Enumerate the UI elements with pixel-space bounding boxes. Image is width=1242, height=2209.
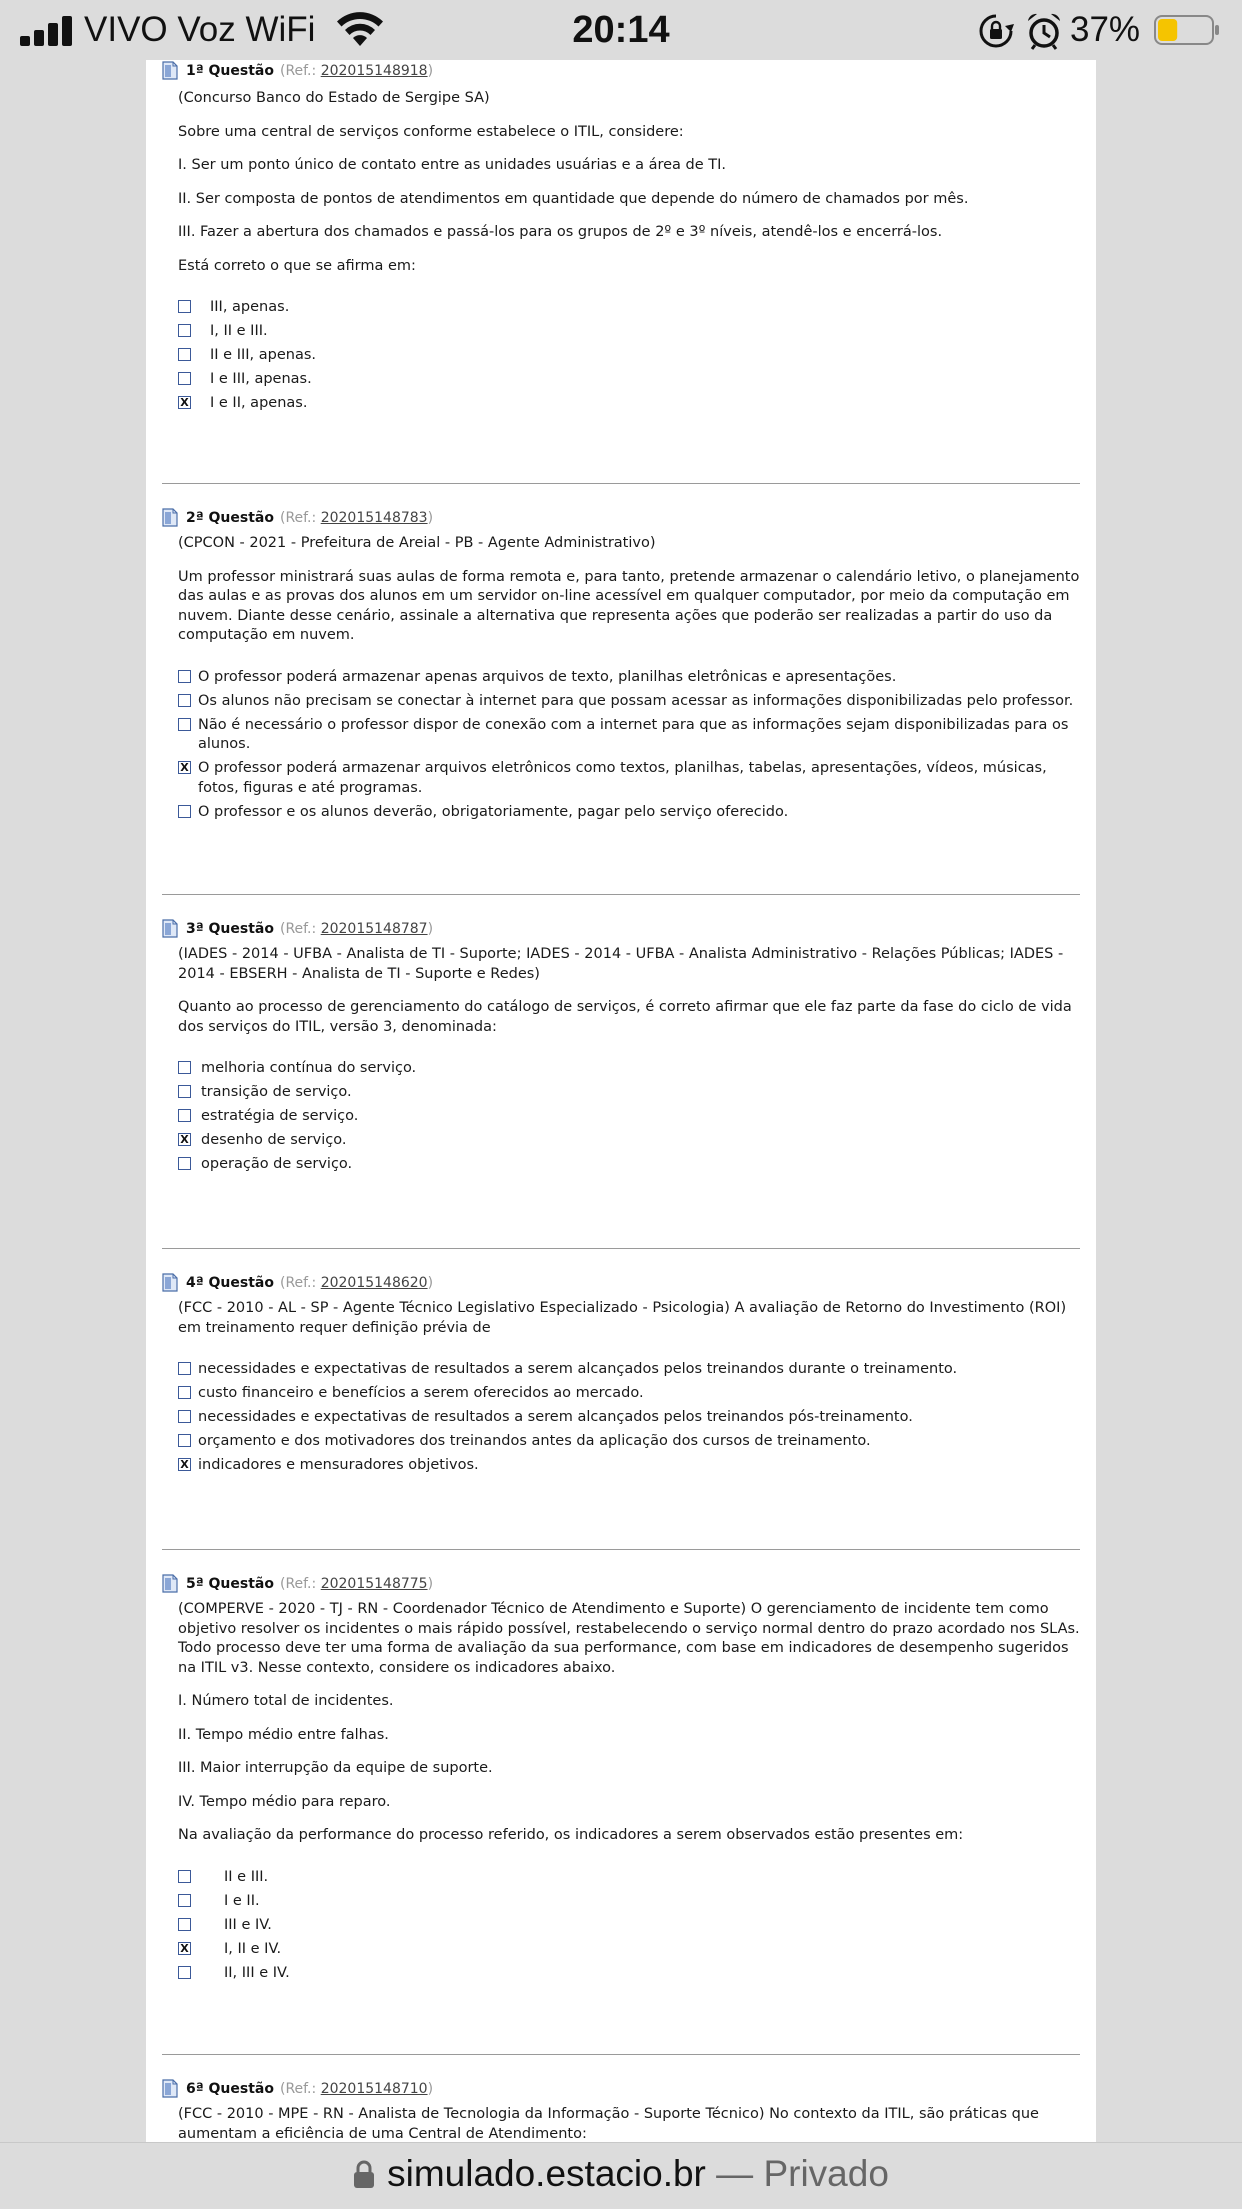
question-text: (COMPERVE - 2020 - TJ - RN - Coordenador Técnico de Atendimento e Suporte) O gerenciamento de incidente tem como objetivo resolver os incidentes o mais rápido possível, restabelecendo o serviço normal dentro do prazo acordado nos SLAs. Todo processo deve ter uma forma de avaliação da sua performance, com base em indicadores de desempenho sugeridos na ITIL v3. Nesse contexto, considere os indicadores abaixo. [178, 1601, 1080, 1676]
answer-option[interactable] [178, 1916, 1080, 1936]
option-label: desenho de serviço. [201, 1132, 347, 1148]
option-label: necessidades e expectativas de resultados a serem alcançados pelos treinandos durante o treinamento. [198, 1361, 958, 1377]
answer-option[interactable] [178, 803, 1080, 823]
question-text: Sobre uma central de serviços conforme estabelece o ITIL, considere: [178, 123, 684, 140]
answer-option[interactable] [178, 346, 1080, 366]
answer-option[interactable] [178, 1059, 1080, 1079]
ref-code[interactable]: 202015148787 [320, 921, 428, 937]
answer-option[interactable] [178, 1107, 1080, 1127]
answer-option[interactable] [178, 1360, 1080, 1380]
question-header: 3ª Questão (Ref.: 202015148787) [162, 918, 1080, 940]
checkbox[interactable] [178, 670, 191, 683]
answer-options [162, 298, 1080, 414]
option-label: indicadores e mensuradores objetivos. [198, 1457, 479, 1473]
checkbox[interactable]: X [178, 1942, 191, 1955]
question-number: 6ª Questão [186, 2081, 274, 2097]
document-icon [162, 61, 178, 80]
cellular-signal-icon [20, 14, 74, 46]
answer-option[interactable] [178, 1384, 1080, 1404]
question-text: II. Ser composta de pontos de atendimentos em quantidade que depende do número de chamados por mês. [178, 190, 969, 207]
document-icon [162, 1574, 178, 1593]
question-number: 1ª Questão [186, 63, 274, 79]
question-text: Na avaliação da performance do processo referido, os indicadores a serem observados estão presentes em: [178, 1827, 964, 1843]
checkbox[interactable] [178, 805, 191, 818]
question-text: (FCC - 2010 - MPE - RN - Analista de Tecnologia da Informação - Suporte Técnico) No contexto da ITIL, são práticas que aumentam a eficiência de uma Central de Atendimento: [178, 2106, 1039, 2142]
checkbox[interactable]: X [178, 761, 191, 774]
question-text: I. Número total de incidentes. [178, 1693, 394, 1709]
option-label: orçamento e dos motivadores dos treinandos antes da aplicação dos cursos de treinamento. [198, 1433, 871, 1449]
option-label: necessidades e expectativas de resultados a serem alcançados pelos treinandos pós-treinamento. [198, 1409, 913, 1425]
option-label: operação de serviço. [201, 1156, 353, 1172]
answer-option[interactable] [178, 1408, 1080, 1428]
safari-url-bar[interactable] [0, 2142, 1242, 2209]
question-number: 4ª Questão [186, 1275, 274, 1291]
ref-label: Ref.: [285, 1576, 317, 1592]
url-separator: — [705, 2153, 764, 2194]
checkbox[interactable] [178, 1386, 191, 1399]
question-header: 5ª Questão (Ref.: 202015148775) [162, 1573, 1080, 1595]
answer-options [162, 1360, 1080, 1476]
question-5 [162, 1573, 1080, 1988]
question-text: (FCC - 2010 - AL - SP - Agente Técnico Legislativo Especializado - Psicologia) A avaliação de Retorno do Investimento (ROI) em treinamento requer definição prévia de [178, 1300, 1067, 1336]
carrier-label: VIVO Voz WiFi [84, 10, 316, 49]
document-icon [162, 2079, 178, 2098]
checkbox[interactable] [178, 718, 191, 731]
option-label: Não é necessário o professor dispor de conexão com a internet para que as informações sejam disponibilizadas para os alunos. [198, 716, 1069, 752]
battery-icon [1154, 15, 1220, 45]
question-text: III. Maior interrupção da equipe de suporte. [178, 1760, 493, 1776]
document-icon [162, 1273, 178, 1292]
question-2 [162, 507, 1080, 827]
answer-option[interactable] [178, 1155, 1080, 1175]
question-number: 2ª Questão [186, 510, 274, 526]
option-label: O professor poderá armazenar apenas arquivos de texto, planilhas eletrônicas e apresentações. [198, 668, 897, 685]
option-label: III e IV. [224, 1916, 272, 1933]
answer-option[interactable] [178, 298, 1080, 318]
option-label: transição de serviço. [201, 1084, 352, 1100]
question-text: I. Ser um ponto único de contato entre as unidades usuárias e a área de TI. [178, 157, 727, 173]
checkbox[interactable]: X [178, 1133, 191, 1146]
question-header: 4ª Questão (Ref.: 202015148620) [162, 1272, 1080, 1294]
question-divider [162, 483, 1080, 484]
question-body [162, 1600, 1080, 1846]
clock-time: 20:14 [572, 9, 670, 51]
question-text: (CPCON - 2021 - Prefeitura de Areial - PB - Agente Administrativo) [178, 535, 656, 551]
answer-option[interactable] [178, 1456, 1080, 1476]
question-text: (Concurso Banco do Estado de Sergipe SA) [178, 90, 490, 106]
checkbox[interactable] [178, 324, 191, 337]
question-text: II. Tempo médio entre falhas. [178, 1726, 389, 1743]
url-host: simulado.estacio.br [387, 2153, 706, 2194]
question-text: Quanto ao processo de gerenciamento do catálogo de serviços, é correto afirmar que ele faz parte da fase do ciclo de vida dos serviços do ITIL, versão 3, denominada: [178, 999, 1072, 1035]
checkbox[interactable]: X [178, 396, 191, 409]
answer-option[interactable] [178, 370, 1080, 390]
answer-option[interactable] [178, 1964, 1080, 1984]
option-label: I e II, apenas. [210, 395, 308, 411]
question-4 [162, 1272, 1080, 1480]
alarm-clock-icon [1026, 12, 1062, 50]
option-label: O professor poderá armazenar arquivos eletrônicos como textos, planilhas, tabelas, apresentações, vídeos, músicas, fotos, figuras e até programas. [198, 760, 1047, 796]
answer-option[interactable] [178, 692, 1080, 712]
exam-page [146, 60, 1096, 2142]
question-text: Um professor ministrará suas aulas de forma remota e, para tanto, pretende armazenar o calendário letivo, o planejamento das aulas e as provas dos alunos em um servidor on-line acessível em qualquer computador, por meio da computação em nuvem. Diante desse cenário, assinale a alternativa que representa ações que poderão ser realizadas a partir do uso da computação em nuvem. [178, 568, 1080, 643]
option-label: I e III, apenas. [210, 371, 312, 387]
question-divider [162, 2054, 1080, 2055]
ref-code[interactable]: 202015148775 [320, 1576, 428, 1592]
checkbox[interactable] [178, 1870, 191, 1883]
question-body [162, 2105, 1080, 2142]
ref-label: Ref.: [285, 63, 317, 79]
answer-option[interactable] [178, 1892, 1080, 1912]
question-text: Está correto o que se afirma em: [178, 257, 416, 274]
question-body [162, 945, 1080, 1037]
question-header: 2ª Questão (Ref.: 202015148783) [162, 507, 1080, 529]
ref-label: Ref.: [285, 1275, 317, 1291]
document-icon [162, 919, 178, 938]
ref-code[interactable]: 202015148710 [320, 2081, 428, 2097]
checkbox[interactable] [178, 694, 191, 707]
answer-options [162, 1059, 1080, 1175]
private-mode-label: Privado [763, 2153, 889, 2194]
ref-label: Ref.: [285, 2081, 317, 2097]
answer-option[interactable] [178, 759, 1080, 798]
question-text: III. Fazer a abertura dos chamados e passá-los para os grupos de 2º e 3º níveis, atendê-los e encerrá-los. [178, 224, 943, 240]
wifi-icon [337, 12, 383, 48]
answer-option[interactable] [178, 716, 1080, 755]
checkbox[interactable]: X [178, 1458, 191, 1471]
lock-icon [353, 2159, 375, 2189]
checkbox[interactable] [178, 1061, 191, 1074]
checkbox[interactable] [178, 1894, 191, 1907]
rotation-lock-icon [978, 13, 1014, 49]
option-label: melhoria contínua do serviço. [201, 1060, 417, 1076]
answer-options [162, 668, 1080, 823]
option-label: Os alunos não precisam se conectar à internet para que possam acessar as informações disponibilizadas pelo professor. [198, 692, 1074, 709]
ref-label: Ref.: [285, 921, 317, 937]
option-label: estratégia de serviço. [201, 1108, 359, 1124]
question-divider [162, 1248, 1080, 1249]
option-label: custo financeiro e benefícios a serem oferecidos ao mercado. [198, 1385, 644, 1401]
checkbox[interactable] [178, 300, 191, 313]
answer-option[interactable] [178, 1131, 1080, 1151]
document-icon [162, 508, 178, 527]
question-body [162, 1299, 1080, 1338]
question-number: 3ª Questão [186, 921, 274, 937]
checkbox[interactable] [178, 1085, 191, 1098]
option-label: II e III. [224, 1868, 269, 1885]
question-6 [162, 2078, 1080, 2142]
answer-option[interactable] [178, 1432, 1080, 1452]
answer-option[interactable] [178, 668, 1080, 688]
ref-label: Ref.: [285, 510, 317, 526]
question-header: 6ª Questão (Ref.: 202015148710) [162, 2078, 1080, 2100]
checkbox[interactable] [178, 1410, 191, 1423]
question-header: 1ª Questão (Ref.: 202015148918) [162, 60, 1080, 82]
battery-percentage: 37% [1070, 10, 1141, 49]
option-label: I, II e IV. [224, 1940, 282, 1957]
option-label: I, II e III. [210, 323, 268, 339]
question-number: 5ª Questão [186, 1576, 274, 1592]
question-divider [162, 894, 1080, 895]
ref-code[interactable]: 202015148918 [320, 63, 428, 79]
checkbox[interactable] [178, 1434, 191, 1447]
status-bar [0, 0, 1242, 60]
question-text: (IADES - 2014 - UFBA - Analista de TI - Suporte; IADES - 2014 - UFBA - Analista Administrativo - Relações Públicas; IADES - 2014 - EBSERH - Analista de TI - Suporte e Redes) [178, 946, 1064, 982]
answer-option[interactable] [178, 322, 1080, 342]
option-label: O professor e os alunos deverão, obrigatoriamente, pagar pelo serviço oferecido. [198, 803, 789, 820]
answer-option[interactable] [178, 1083, 1080, 1103]
ref-code[interactable]: 202015148620 [320, 1275, 428, 1291]
question-1 [162, 60, 1080, 418]
checkbox[interactable] [178, 1157, 191, 1170]
checkbox[interactable] [178, 1362, 191, 1375]
question-divider [162, 1549, 1080, 1550]
ref-code[interactable]: 202015148783 [320, 510, 428, 526]
question-body [162, 534, 1080, 646]
question-text: IV. Tempo médio para reparo. [178, 1793, 391, 1810]
question-3 [162, 918, 1080, 1179]
checkbox[interactable] [178, 1109, 191, 1122]
answer-option[interactable] [178, 1868, 1080, 1888]
answer-option[interactable] [178, 394, 1080, 414]
checkbox[interactable] [178, 1966, 191, 1979]
option-label: III, apenas. [210, 299, 290, 315]
checkbox[interactable] [178, 1918, 191, 1931]
option-label: II, III e IV. [224, 1964, 290, 1981]
checkbox[interactable] [178, 372, 191, 385]
checkbox[interactable] [178, 348, 191, 361]
question-body [162, 89, 1080, 276]
option-label: II e III, apenas. [210, 347, 316, 363]
option-label: I e II. [224, 1892, 260, 1909]
answer-options [162, 1868, 1080, 1984]
answer-option[interactable] [178, 1940, 1080, 1960]
